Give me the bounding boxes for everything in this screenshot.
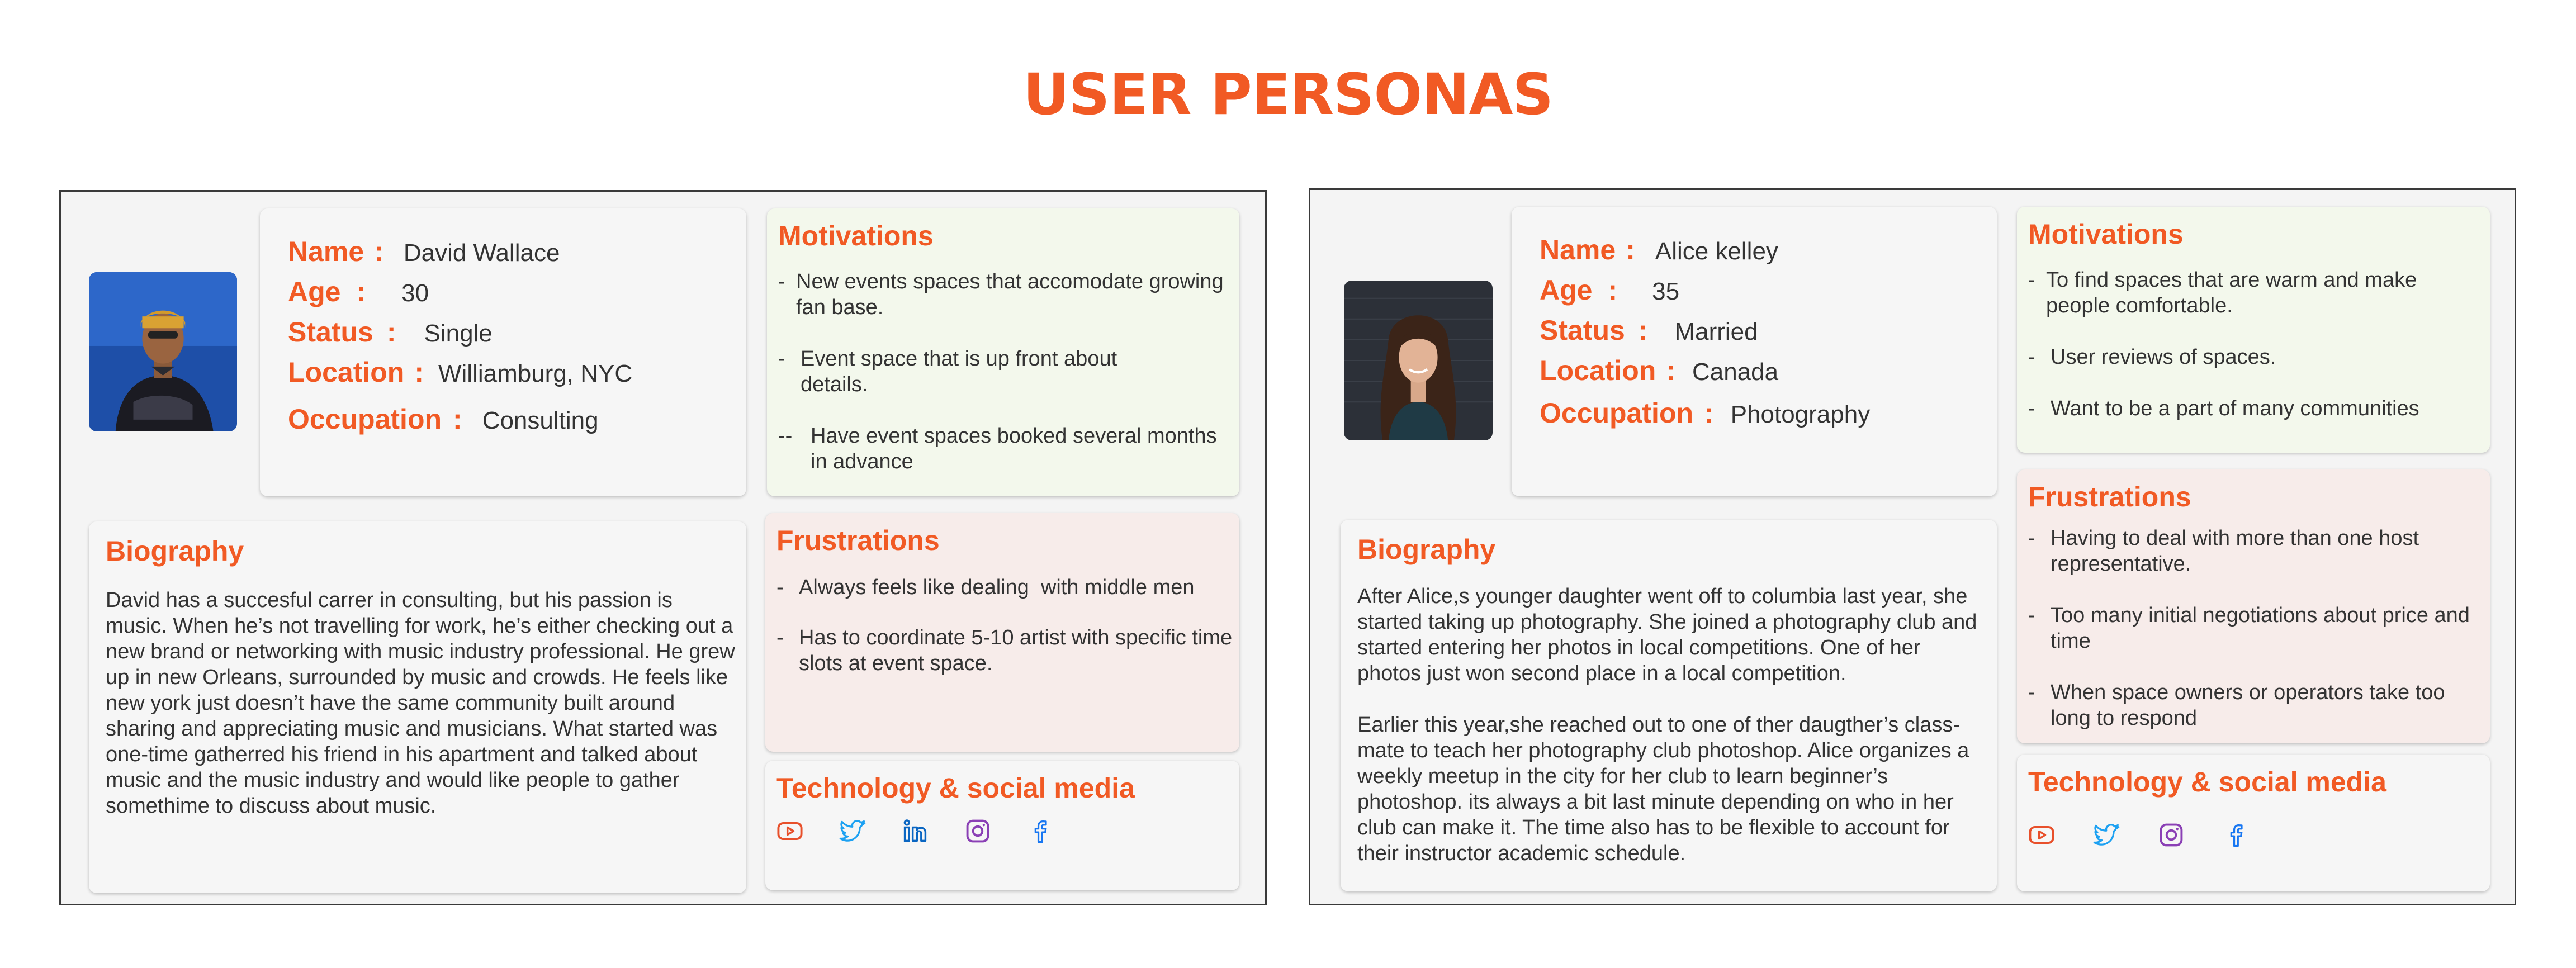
frustration-item: [2028, 602, 2484, 654]
name-row: [1540, 234, 1778, 266]
occupation-separator: :: [453, 404, 462, 435]
biography-paragraph: After Alice,s younger daughter went off to columbia last year, she started taking up photography. She joined a photography club and started entering her photos in local competitions. One of her photos just won second place in a local competition.: [1357, 585, 1977, 685]
frustrations-card: [2017, 469, 2490, 743]
location-separator: :: [1666, 355, 1675, 386]
motivation-item: [778, 346, 1234, 397]
frustrations-heading: Frustrations: [776, 525, 940, 556]
basic-info-card: [1512, 207, 1997, 496]
frustration-text: Too many initial negotiations about price and time: [2051, 604, 2470, 653]
frustration-text: Has to coordinate 5-10 artist with specific time slots at event space.: [799, 626, 1233, 675]
occupation-row: [1540, 397, 1870, 429]
status-separator: :: [386, 316, 396, 348]
twitter-icon[interactable]: [838, 817, 867, 846]
social-icons: [2027, 820, 2251, 850]
motivation-text: User reviews of spaces.: [2051, 345, 2276, 369]
location-value: Williamburg, NYC: [438, 360, 633, 387]
motivation-item: [778, 423, 1234, 474]
frustration-text: When space owners or operators take too long to respond: [2051, 681, 2445, 730]
list-dash: -: [2028, 268, 2035, 292]
page-title: USER PERSONAS: [1023, 61, 1553, 128]
name-separator: :: [1626, 234, 1635, 265]
biography-text: [1357, 583, 1989, 892]
age-label: Age: [288, 276, 341, 307]
location-row: [288, 356, 632, 388]
social-icons: [775, 817, 1055, 846]
youtube-icon[interactable]: [2027, 820, 2056, 850]
list-dash: --: [778, 424, 793, 448]
occupation-label: Occupation: [288, 404, 442, 435]
name-label: Name: [1540, 234, 1616, 265]
biography-heading: Biography: [1357, 534, 1496, 565]
list-dash: -: [778, 347, 785, 371]
location-label: Location: [1540, 355, 1656, 386]
list-dash: -: [778, 270, 785, 293]
facebook-icon[interactable]: [1026, 817, 1055, 846]
status-row: [288, 316, 493, 348]
technology-card: [2017, 755, 2490, 891]
motivation-item: [778, 269, 1234, 320]
motivation-item: [2028, 396, 2484, 421]
technology-heading: Technology & social media: [776, 772, 1135, 804]
frustration-item: [2028, 680, 2484, 731]
motivation-text: New events spaces that accomodate growing fan base.: [796, 270, 1224, 319]
linkedin-icon[interactable]: [901, 817, 930, 846]
list-dash: -: [776, 576, 784, 599]
age-value: 35: [1652, 278, 1680, 305]
list-dash: -: [2028, 604, 2035, 627]
location-row: [1540, 354, 1778, 387]
biography-paragraph: Earlier this year,she reached out to one of ther daugther’s class-mate to teach her photography club photoshop. Alice organizes a weekly meetup in the city for her club to learn beginner’s photoshop. its always a bit last minute depending on who in her club can make it. The time also has to be flexible to account for their instructor academic schedule.: [1357, 713, 1969, 865]
list-dash: -: [2028, 681, 2035, 704]
list-dash: -: [2028, 526, 2035, 550]
persona-card-david: [59, 190, 1267, 905]
age-row: [288, 276, 429, 308]
age-separator: :: [356, 276, 366, 307]
youtube-icon[interactable]: [775, 817, 804, 846]
biography-card: [1341, 520, 1997, 891]
motivation-text: Want to be a part of many communities: [2051, 397, 2419, 420]
name-value: Alice kelley: [1655, 238, 1778, 265]
motivation-text: To find spaces that are warm and make people comfortable.: [2046, 268, 2417, 317]
frustration-item: [776, 575, 1234, 600]
list-dash: -: [2028, 345, 2035, 369]
basic-info-card: [260, 208, 746, 496]
name-row: [288, 235, 560, 268]
status-row: [1540, 314, 1758, 347]
frustration-item: [776, 625, 1234, 676]
facebook-icon[interactable]: [2222, 820, 2251, 850]
biography-card: [89, 521, 746, 893]
occupation-value: Consulting: [482, 407, 599, 434]
location-separator: :: [414, 357, 424, 388]
list-dash: -: [2028, 397, 2035, 420]
status-label: Status: [1540, 315, 1625, 346]
technology-card: [765, 761, 1239, 890]
list-dash: -: [776, 626, 784, 649]
status-separator: :: [1638, 315, 1648, 346]
frustration-item: [2028, 525, 2484, 577]
location-value: Canada: [1692, 358, 1779, 386]
motivation-text: Have event spaces booked several months in advance: [811, 424, 1217, 473]
occupation-row: [288, 403, 599, 435]
frustration-text: Having to deal with more than one host representative.: [2051, 526, 2419, 576]
motivations-card: [2017, 207, 2490, 453]
status-value: Single: [424, 320, 493, 347]
age-label: Age: [1540, 274, 1593, 306]
biography-paragraph: David has a succesful carrer in consulting, but his passion is music. When he’s not travelling for work, he’s either checking out a new brand or networking with music industry professional. He grew up in new Orleans, surrounded by music and crowds. He feels like new york just doesn’t have the same community built around sharing and appreciating music and musicians. What started was one-time gatherred his friend in his apartment and talked about music and the music industry and would like people to gather somethime to discuss about music.: [106, 589, 735, 818]
age-separator: :: [1608, 274, 1618, 306]
biography-text: [106, 587, 738, 844]
location-label: Location: [288, 357, 405, 388]
motivations-heading: Motivations: [778, 220, 934, 252]
instagram-icon[interactable]: [2157, 820, 2186, 850]
motivation-item: [2028, 344, 2484, 370]
frustrations-heading: Frustrations: [2028, 481, 2191, 513]
instagram-icon[interactable]: [963, 817, 992, 846]
persona-card-alice: [1309, 188, 2516, 905]
age-row: [1540, 274, 1679, 306]
occupation-value: Photography: [1730, 401, 1871, 428]
biography-heading: Biography: [106, 535, 244, 567]
motivation-item: [2028, 267, 2484, 319]
name-label: Name: [288, 236, 364, 267]
technology-heading: Technology & social media: [2028, 766, 2386, 798]
avatar-david: [89, 272, 237, 431]
name-separator: :: [374, 236, 383, 267]
frustrations-card: [765, 513, 1239, 752]
avatar-alice: [1344, 281, 1493, 440]
name-value: David Wallace: [403, 239, 560, 267]
motivations-heading: Motivations: [2028, 219, 2184, 250]
occupation-separator: :: [1704, 397, 1714, 429]
motivations-card: [767, 208, 1239, 496]
motivation-text: Event space that is up front about details.: [801, 347, 1117, 396]
status-value: Married: [1674, 318, 1758, 345]
occupation-label: Occupation: [1540, 397, 1694, 429]
age-value: 30: [401, 279, 429, 307]
status-label: Status: [288, 316, 373, 348]
twitter-icon[interactable]: [2092, 820, 2121, 850]
frustration-text: Always feels like dealing with middle men: [799, 576, 1195, 599]
